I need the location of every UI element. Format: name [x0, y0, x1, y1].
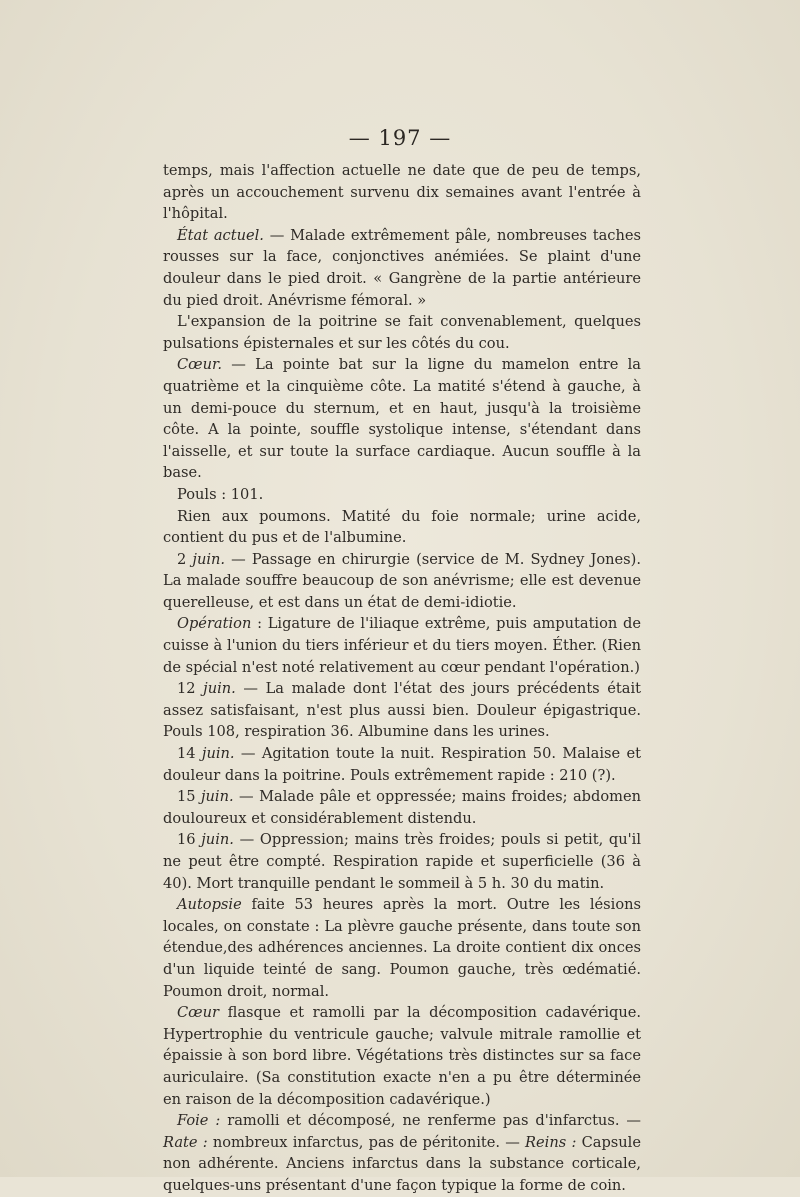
paragraph — [163, 160, 641, 225]
italic-text: juin. — [192, 550, 226, 568]
italic-text: juin. — [203, 680, 236, 698]
italic-text: Reins : — [525, 1133, 577, 1151]
text-run: Rien aux poumons. Matité du foie normale; urine acide, contient du pus et de l'albumine. — [163, 507, 641, 547]
italic-text: État actuel. — [177, 226, 264, 244]
paragraph — [163, 786, 641, 829]
paragraph — [163, 678, 641, 743]
text-run: Pouls : 101. — [177, 485, 264, 503]
text-run: — La malade dont l'état des jours précédents était assez satisfaisant, n'est plus aussi bien. Douleur épigastrique. Pouls 108, respiration 36. Albumine dans les urines. — [163, 680, 641, 741]
text-run: Capsule non adhérente. Anciens infarctus dans la substance corticale, quelques-uns présentant d'une façon typique la forme de coin. — [163, 1133, 641, 1194]
italic-text: Cœur. — [177, 356, 223, 374]
text-run: — La pointe bat sur la ligne du mamelon entre la quatrième et la cinquième côte. La matité s'étend à gauche, à un demi-pouce du sternum, et en haut, jusqu'à la troisième côte. A la pointe, souffle systolique intense, s'étendant dans l'aisselle, et sur toute la surface cardiaque. Aucun souffle à la base. — [163, 356, 641, 482]
text-run: flasque et ramolli par la décomposition cadavérique. Hypertrophie du ventricule gauche; valvule mitrale ramollie et épaissie à son bord libre. Végétations très distinctes sur sa face auriculaire. (Sa constitution exacte n'en a pu être déterminée en raison de la décomposition cadavérique.) — [163, 1004, 641, 1108]
italic-text: Autopsie — [177, 896, 242, 914]
body-text — [163, 160, 641, 1197]
text-run: 12 — [177, 680, 204, 698]
paragraph — [163, 743, 641, 786]
text-run: : Ligature de l'iliaque extrême, puis amputation de cuisse à l'union du tiers inférieur et du tiers moyen. Éther. (Rien de spécial n'est noté relativement au cœur pendant l'opération.) — [163, 615, 641, 676]
italic-text: juin. — [201, 745, 235, 763]
text-run: faite 53 heures après la mort. Outre les lésions locales, on constate : La plèvre gauche présente, dans toute son étendue,des adhérences anciennes. La droite contient dix onces d'un liquide teinté de sang. Poumon gauche, très œdématié. Poumon droit, normal. — [163, 896, 641, 1000]
paragraph — [163, 549, 641, 614]
text-run: 14 — [177, 745, 202, 763]
paragraph — [163, 311, 641, 354]
text-run: 16 — [177, 831, 202, 849]
text-run: 2 — [177, 550, 193, 568]
text-run: temps, mais l'affection actuelle ne date que de peu de temps, après un accouchement survenu dix semaines avant l'entrée à l'hôpital. — [163, 162, 641, 223]
text-run: — Passage en chirurgie (service de M. Sydney Jones). La malade souffre beaucoup de son anévrisme; elle est devenue querelleuse, et est dans un état de demi-idiotie. — [163, 550, 641, 611]
page-number: — 197 — — [348, 126, 452, 150]
text-run: 15 — [177, 788, 201, 806]
text-run: — Malade pâle et oppressée; mains froides; abdomen douloureux et considérablement distendu. — [163, 788, 641, 827]
italic-text: Cœur — [177, 1004, 219, 1022]
paragraph — [163, 225, 641, 311]
paragraph — [163, 484, 641, 506]
text-run: — Agitation toute la nuit. Respiration 50. Malaise et douleur dans la poitrine. Pouls extrêmement rapide : 210 (?). — [163, 745, 641, 784]
paragraph — [163, 829, 641, 894]
paragraph — [163, 1110, 641, 1196]
text-run: L'expansion de la poitrine se fait convenablement, quelques pulsations épisternales et sur les côtés du cou. — [163, 313, 641, 352]
paragraph — [163, 1002, 641, 1110]
italic-text: juin. — [201, 788, 234, 806]
paragraph — [163, 506, 641, 549]
text-run: — Malade extrêmement pâle, nombreuses taches rousses sur la face, conjonctives anémiées. Se plaint d'une douleur dans le pied droit. « Gangrène de la partie antérieure du pied droit. Anévrisme fémoral. » — [163, 226, 642, 309]
paragraph — [163, 354, 641, 484]
paragraph — [163, 894, 641, 1002]
text-run: ramolli et décomposé, ne renferme pas d'infarctus. — — [220, 1112, 641, 1130]
text-run: — Oppression; mains très froides; pouls si petit, qu'il ne peut être compté. Respiration rapide et superficielle (36 à 40). Mort tranquille pendant le sommeil à 5 h. 30 du matin. — [163, 831, 641, 892]
italic-text: Opération — [177, 615, 252, 633]
italic-text: Foie : — [177, 1112, 221, 1130]
italic-text: juin. — [201, 831, 234, 849]
text-run: nombreux infarctus, pas de péritonite. — — [207, 1133, 526, 1151]
paragraph — [163, 613, 641, 678]
italic-text: Rate : — [163, 1133, 208, 1151]
